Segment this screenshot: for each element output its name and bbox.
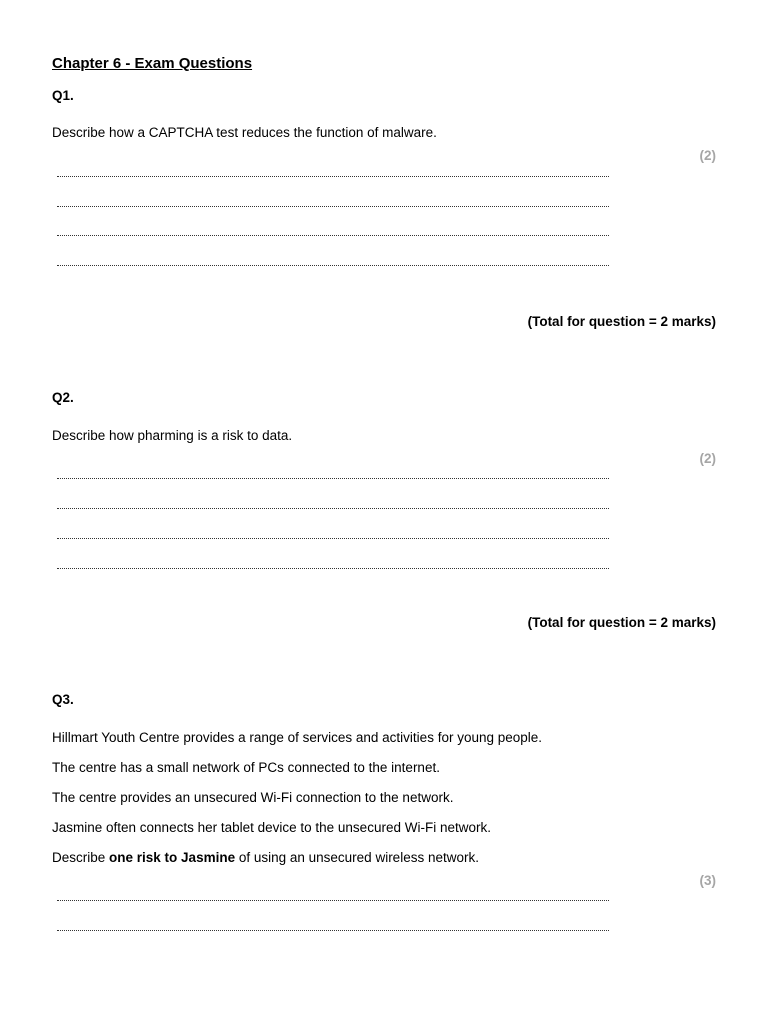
answer-line	[57, 568, 609, 569]
marks-indicator: (3)	[699, 873, 716, 888]
answer-line	[57, 900, 609, 901]
answer-line	[57, 508, 609, 509]
prompt-emphasis: one risk to Jasmine	[109, 850, 236, 865]
answer-line	[57, 176, 609, 177]
question-text: Describe how a CAPTCHA test reduces the function of malware.	[52, 125, 437, 140]
marks-indicator: (2)	[699, 148, 716, 163]
scenario-text: Jasmine often connects her tablet device to the unsecured Wi-Fi network.	[52, 820, 491, 835]
answer-line	[57, 478, 609, 479]
question-label: Q1.	[52, 88, 74, 103]
scenario-text: Hillmart Youth Centre provides a range of services and activities for young people.	[52, 730, 543, 745]
answer-line	[57, 206, 609, 207]
question-text	[52, 850, 479, 865]
question-text: Describe how pharming is a risk to data.	[52, 428, 293, 443]
answer-line	[57, 930, 609, 931]
question-label: Q2.	[52, 390, 74, 405]
answer-line	[57, 538, 609, 539]
scenario-text: The centre has a small network of PCs connected to the internet.	[52, 760, 440, 775]
question-label: Q3.	[52, 692, 74, 707]
prompt-suffix: of using an unsecured wireless network.	[235, 850, 479, 865]
scenario-text: The centre provides an unsecured Wi-Fi connection to the network.	[52, 790, 454, 805]
prompt-prefix: Describe	[52, 850, 110, 865]
marks-indicator: (2)	[699, 451, 716, 466]
answer-line	[57, 235, 609, 236]
total-marks: (Total for question = 2 marks)	[527, 615, 716, 630]
answer-line	[57, 265, 609, 266]
total-marks: (Total for question = 2 marks)	[527, 314, 716, 329]
page-title: Chapter 6 - Exam Questions	[52, 55, 253, 72]
